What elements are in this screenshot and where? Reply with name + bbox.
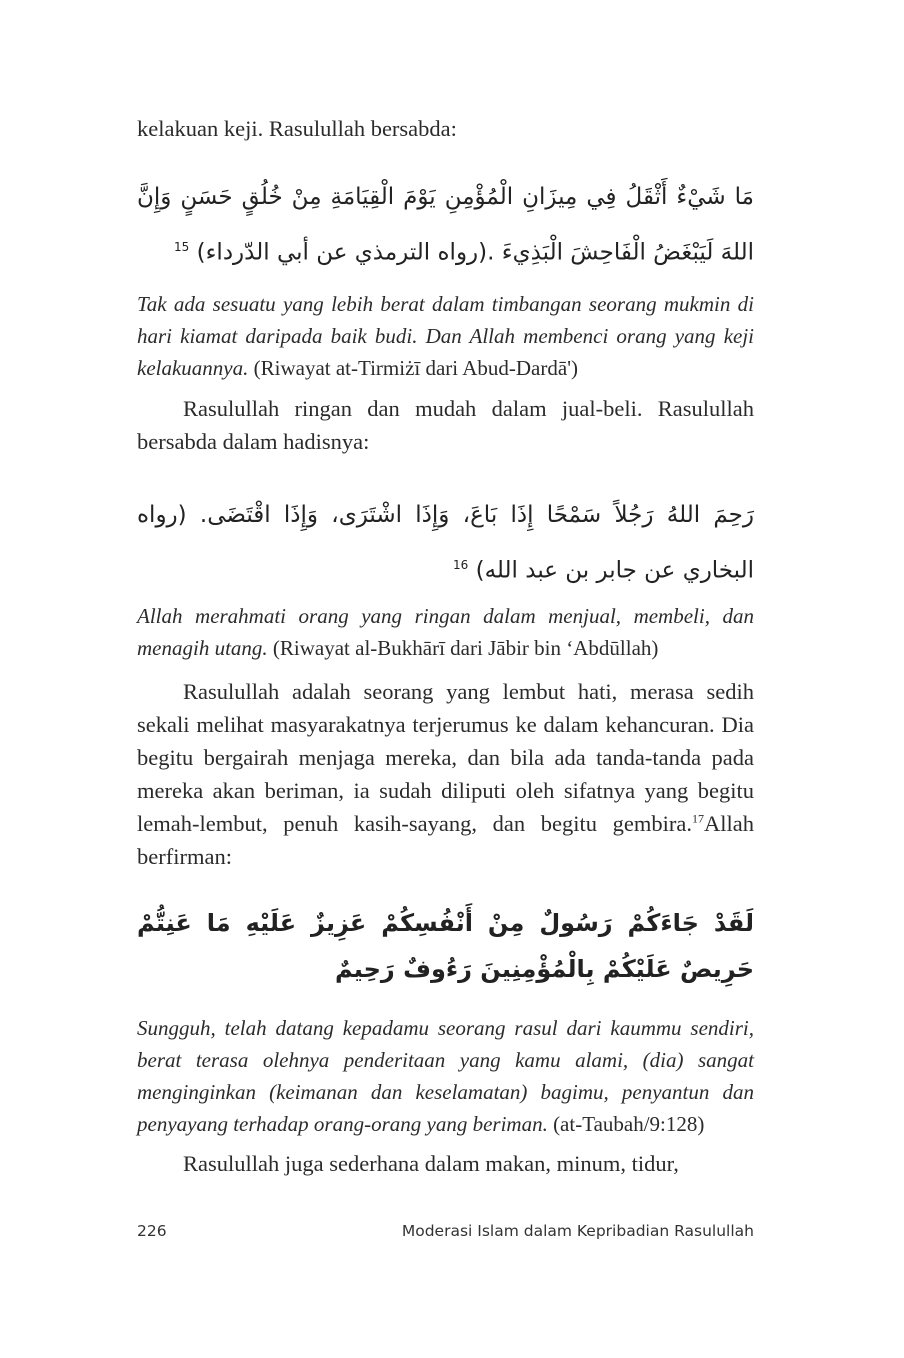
verse-source: (at-Taubah/9:128): [553, 1112, 705, 1136]
paragraph: Rasulullah ringan dan mudah dalam jual-beli. Rasulullah bersabda dalam hadisnya:: [137, 396, 754, 454]
book-title: Moderasi Islam dalam Kepribadian Rasulullah: [401, 1222, 754, 1240]
paragraph: Rasulullah adalah seorang yang lembut hati, merasa sedih sekali melihat masyarakatnya terjerumus ke dalam kehancuran. Dia begitu bergairah menjaga mereka, dan bila ada tanda-tanda pada mereka akan beriman, ia sudah diliputi oleh sifatnya yang begitu lemah-lembut, penuh kasih-sayang, dan begitu gembira.$^{17}$Allah berfirman:: [137, 679, 754, 869]
hadith-arabic-2: رَحِمَ اللهُ رَجُلاً سَمْحًا إِذَا بَاعَ، وَإِذَا اشْتَرَى، وَإِذَا اقْتَضَى. (رواه البخاري عن جابر بن عبد الله) $^{16}$: [137, 502, 754, 584]
paragraph: Rasulullah juga sederhana dalam makan, minum, tidur,: [183, 1151, 679, 1176]
footnote-marker: 17: [692, 811, 704, 826]
hadith-translation-2: Allah merahmati orang yang ringan dalam menjual, membeli, dan menagih utang. (Riwayat al-Bukhārī dari Jābir bin ‘Abdūllah): [137, 604, 754, 660]
footnote-marker: 15: [174, 240, 190, 254]
page-number: 226: [137, 1222, 167, 1240]
verse-translation: Sungguh, telah datang kepadamu seorang rasul dari kaummu sendiri, berat terasa olehnya penderitaan yang kamu alami, (dia) sangat menginginkan (keimanan dan keselamatan) bagimu, penyantun dan penyayang terhadap orang-orang yang beriman. (at-Taubah/9:128): [137, 1016, 754, 1136]
hadith-translation-1: Tak ada sesuatu yang lebih berat dalam timbangan seorang mukmin di hari kiamat daripada baik budi. Dan Allah membenci orang yang keji kelakuannya. (Riwayat at-Tirmiżī dari Abud-Dardā'): [137, 292, 754, 380]
quran-verse: لَقَدْ جَاءَكُمْ رَسُولٌ مِنْ أَنْفُسِكُمْ عَزِيزٌ عَلَيْهِ مَا عَنِتُّمْ حَرِيصٌ عَلَيْكُمْ بِالْمُؤْمِنِينَ رَءُوفٌ رَحِيمٌ: [137, 909, 754, 983]
footnote-marker: 16: [453, 558, 469, 572]
hadith-arabic-1: مَا شَيْءٌ أَثْقَلُ فِي مِيزَانِ الْمُؤْمِنِ يَوْمَ الْقِيَامَةِ مِنْ خُلُقٍ حَسَنٍ وَإِنَّ اللهَ لَيَبْغَضُ الْفَاحِشَ الْبَذِيءَ .(رواه الترمذي عن أبي الدّرداء) $^{15}$: [137, 184, 754, 266]
intro-line: kelakuan keji. Rasulullah bersabda:: [137, 116, 457, 141]
hadith-source: (Riwayat al-Bukhārī dari Jābir bin ‘Abdūllah): [272, 636, 659, 660]
hadith-source: (Riwayat at-Tirmiżī dari Abud-Dardā'): [253, 356, 578, 380]
